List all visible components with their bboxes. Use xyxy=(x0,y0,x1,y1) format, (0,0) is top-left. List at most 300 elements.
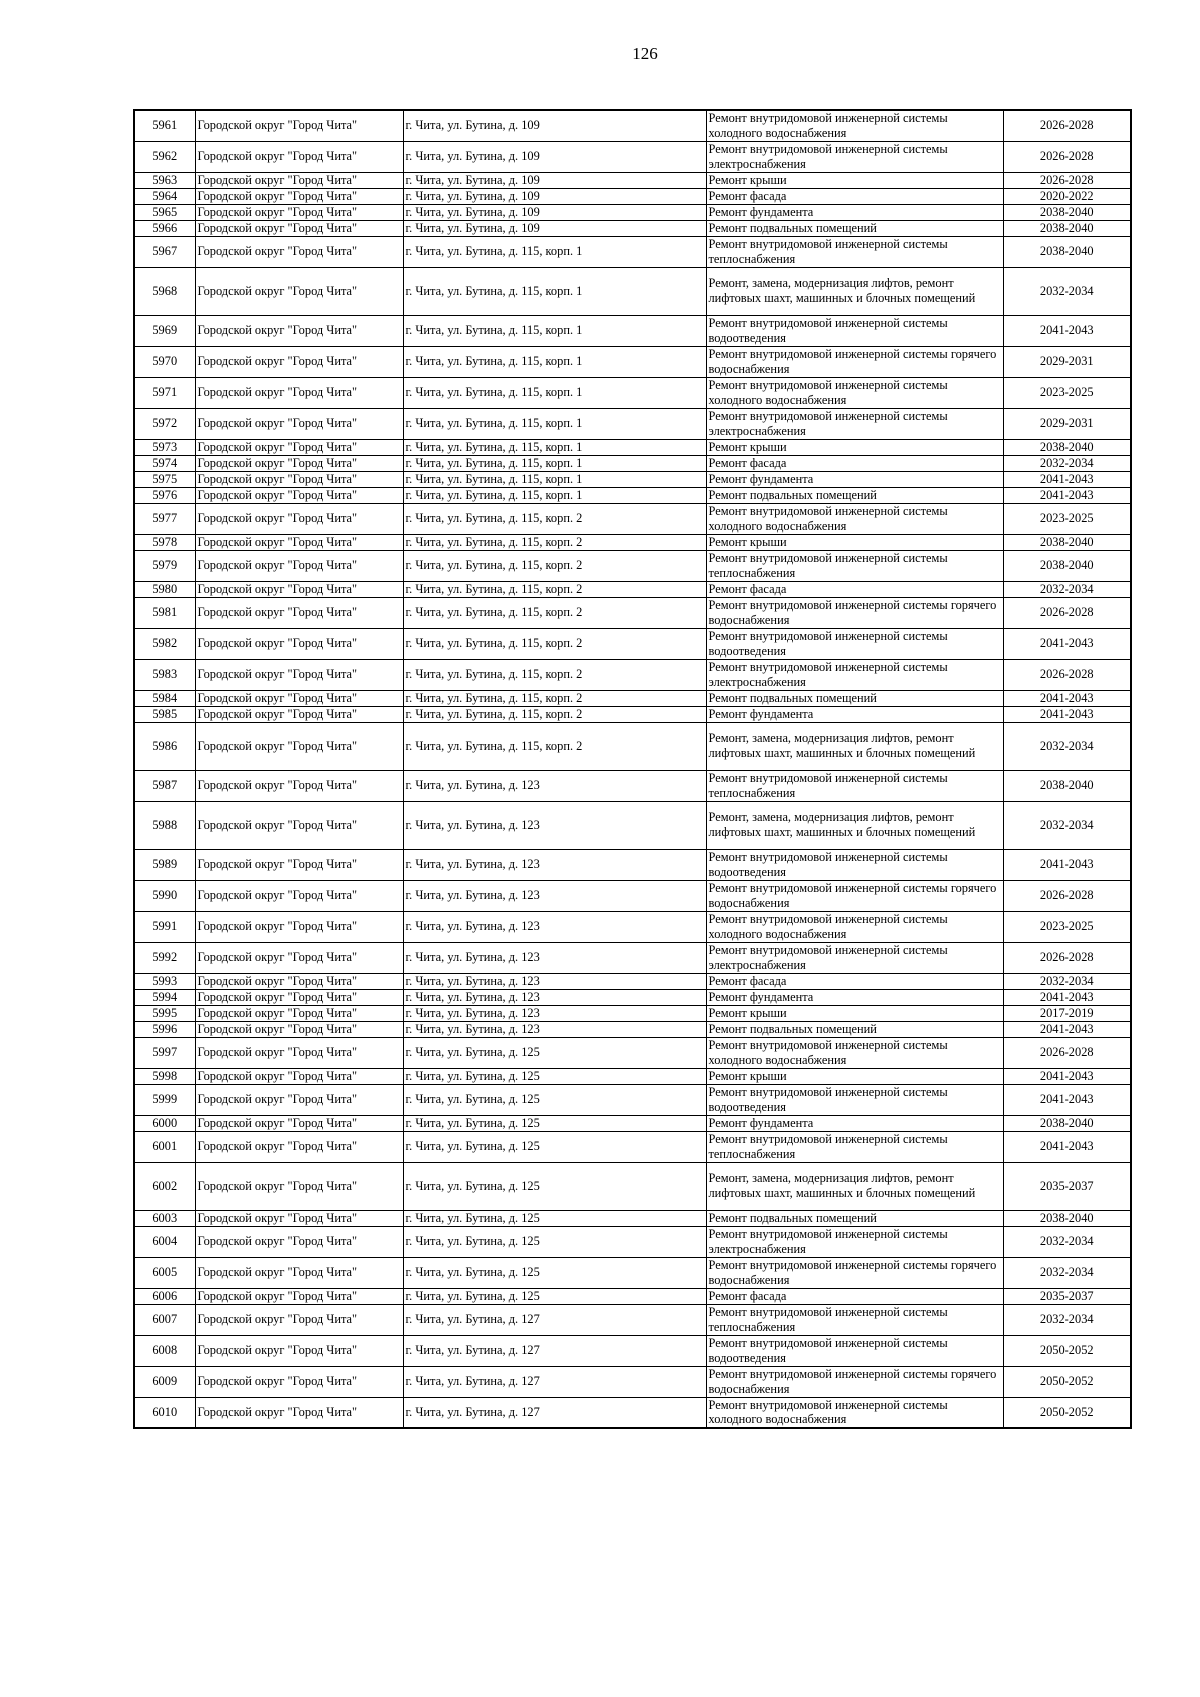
row-number: 5985 xyxy=(134,706,195,722)
address-cell: г. Чита, ул. Бутина, д. 127 xyxy=(403,1366,706,1397)
municipality-cell: Городской округ "Город Чита" xyxy=(195,880,403,911)
row-number: 5997 xyxy=(134,1037,195,1068)
address-cell: г. Чита, ул. Бутина, д. 109 xyxy=(403,110,706,141)
period-cell: 2041-2043 xyxy=(1003,1131,1131,1162)
period-cell: 2041-2043 xyxy=(1003,989,1131,1005)
municipality-cell: Городской округ "Город Чита" xyxy=(195,346,403,377)
row-number: 5977 xyxy=(134,503,195,534)
address-cell: г. Чита, ул. Бутина, д. 115, корп. 2 xyxy=(403,628,706,659)
period-cell: 2023-2025 xyxy=(1003,377,1131,408)
period-cell: 2026-2028 xyxy=(1003,942,1131,973)
municipality-cell: Городской округ "Город Чита" xyxy=(195,1288,403,1304)
table-row xyxy=(134,628,1131,659)
period-cell: 2032-2034 xyxy=(1003,455,1131,471)
row-number: 5964 xyxy=(134,188,195,204)
municipality-cell: Городской округ "Город Чита" xyxy=(195,1068,403,1084)
address-cell: г. Чита, ул. Бутина, д. 115, корп. 2 xyxy=(403,581,706,597)
municipality-cell: Городской округ "Город Чита" xyxy=(195,439,403,455)
work-type-cell: Ремонт фасада xyxy=(706,973,1003,989)
table-row xyxy=(134,346,1131,377)
municipality-cell: Городской округ "Город Чита" xyxy=(195,628,403,659)
period-cell: 2038-2040 xyxy=(1003,220,1131,236)
row-number: 5988 xyxy=(134,801,195,849)
municipality-cell: Городской округ "Город Чита" xyxy=(195,204,403,220)
table-row xyxy=(134,455,1131,471)
municipality-cell: Городской округ "Город Чита" xyxy=(195,1037,403,1068)
table-row xyxy=(134,1335,1131,1366)
municipality-cell: Городской округ "Город Чита" xyxy=(195,503,403,534)
work-type-cell: Ремонт фундамента xyxy=(706,706,1003,722)
row-number: 5993 xyxy=(134,973,195,989)
period-cell: 2041-2043 xyxy=(1003,487,1131,503)
period-cell: 2050-2052 xyxy=(1003,1397,1131,1428)
work-type-cell: Ремонт подвальных помещений xyxy=(706,1210,1003,1226)
work-type-cell: Ремонт внутридомовой инженерной системы водоотведения xyxy=(706,315,1003,346)
table-row xyxy=(134,1115,1131,1131)
address-cell: г. Чита, ул. Бутина, д. 115, корп. 1 xyxy=(403,408,706,439)
table-row xyxy=(134,550,1131,581)
work-type-cell: Ремонт внутридомовой инженерной системы электроснабжения xyxy=(706,1226,1003,1257)
table-row xyxy=(134,722,1131,770)
municipality-cell: Городской округ "Город Чита" xyxy=(195,377,403,408)
municipality-cell: Городской округ "Город Чита" xyxy=(195,1115,403,1131)
municipality-cell: Городской округ "Город Чита" xyxy=(195,1304,403,1335)
municipality-cell: Городской округ "Город Чита" xyxy=(195,220,403,236)
row-number: 6006 xyxy=(134,1288,195,1304)
row-number: 5995 xyxy=(134,1005,195,1021)
address-cell: г. Чита, ул. Бутина, д. 109 xyxy=(403,220,706,236)
period-cell: 2038-2040 xyxy=(1003,550,1131,581)
row-number: 6007 xyxy=(134,1304,195,1335)
work-type-cell: Ремонт внутридомовой инженерной системы водоотведения xyxy=(706,628,1003,659)
period-cell: 2035-2037 xyxy=(1003,1162,1131,1210)
row-number: 5986 xyxy=(134,722,195,770)
period-cell: 2041-2043 xyxy=(1003,1068,1131,1084)
row-number: 5962 xyxy=(134,141,195,172)
row-number: 5966 xyxy=(134,220,195,236)
address-cell: г. Чита, ул. Бутина, д. 125 xyxy=(403,1226,706,1257)
table-row xyxy=(134,942,1131,973)
table-row xyxy=(134,1131,1131,1162)
work-type-cell: Ремонт внутридомовой инженерной системы холодного водоснабжения xyxy=(706,1397,1003,1428)
table-row xyxy=(134,581,1131,597)
municipality-cell: Городской округ "Город Чита" xyxy=(195,188,403,204)
address-cell: г. Чита, ул. Бутина, д. 123 xyxy=(403,989,706,1005)
work-type-cell: Ремонт подвальных помещений xyxy=(706,220,1003,236)
period-cell: 2041-2043 xyxy=(1003,690,1131,706)
row-number: 5996 xyxy=(134,1021,195,1037)
row-number: 5979 xyxy=(134,550,195,581)
municipality-cell: Городской округ "Город Чита" xyxy=(195,597,403,628)
municipality-cell: Городской округ "Город Чита" xyxy=(195,141,403,172)
municipality-cell: Городской округ "Город Чита" xyxy=(195,849,403,880)
address-cell: г. Чита, ул. Бутина, д. 115, корп. 2 xyxy=(403,706,706,722)
table-row xyxy=(134,188,1131,204)
work-type-cell: Ремонт внутридомовой инженерной системы горячего водоснабжения xyxy=(706,880,1003,911)
table-row xyxy=(134,1068,1131,1084)
table-row xyxy=(134,439,1131,455)
address-cell: г. Чита, ул. Бутина, д. 115, корп. 2 xyxy=(403,659,706,690)
period-cell: 2026-2028 xyxy=(1003,110,1131,141)
page-number: 126 xyxy=(632,44,658,63)
row-number: 5965 xyxy=(134,204,195,220)
work-type-cell: Ремонт фундамента xyxy=(706,989,1003,1005)
period-cell: 2035-2037 xyxy=(1003,1288,1131,1304)
address-cell: г. Чита, ул. Бутина, д. 125 xyxy=(403,1210,706,1226)
table-row xyxy=(134,1037,1131,1068)
work-type-cell: Ремонт крыши xyxy=(706,1068,1003,1084)
address-cell: г. Чита, ул. Бутина, д. 123 xyxy=(403,942,706,973)
row-number: 5998 xyxy=(134,1068,195,1084)
address-cell: г. Чита, ул. Бутина, д. 127 xyxy=(403,1335,706,1366)
period-cell: 2038-2040 xyxy=(1003,204,1131,220)
address-cell: г. Чита, ул. Бутина, д. 115, корп. 2 xyxy=(403,534,706,550)
period-cell: 2032-2034 xyxy=(1003,722,1131,770)
address-cell: г. Чита, ул. Бутина, д. 115, корп. 1 xyxy=(403,471,706,487)
address-cell: г. Чита, ул. Бутина, д. 125 xyxy=(403,1037,706,1068)
address-cell: г. Чита, ул. Бутина, д. 109 xyxy=(403,204,706,220)
address-cell: г. Чита, ул. Бутина, д. 125 xyxy=(403,1131,706,1162)
row-number: 6010 xyxy=(134,1397,195,1428)
row-number: 6000 xyxy=(134,1115,195,1131)
municipality-cell: Городской округ "Город Чита" xyxy=(195,315,403,346)
work-type-cell: Ремонт фундамента xyxy=(706,1115,1003,1131)
row-number: 5990 xyxy=(134,880,195,911)
address-cell: г. Чита, ул. Бутина, д. 125 xyxy=(403,1068,706,1084)
address-cell: г. Чита, ул. Бутина, д. 123 xyxy=(403,973,706,989)
table-row xyxy=(134,1005,1131,1021)
table-row xyxy=(134,110,1131,141)
address-cell: г. Чита, ул. Бутина, д. 115, корп. 2 xyxy=(403,722,706,770)
work-type-cell: Ремонт внутридомовой инженерной системы холодного водоснабжения xyxy=(706,110,1003,141)
municipality-cell: Городской округ "Город Чита" xyxy=(195,408,403,439)
work-type-cell: Ремонт внутридомовой инженерной системы холодного водоснабжения xyxy=(706,503,1003,534)
address-cell: г. Чита, ул. Бутина, д. 125 xyxy=(403,1162,706,1210)
table-row xyxy=(134,1162,1131,1210)
period-cell: 2038-2040 xyxy=(1003,1210,1131,1226)
address-cell: г. Чита, ул. Бутина, д. 127 xyxy=(403,1397,706,1428)
work-type-cell: Ремонт фундамента xyxy=(706,471,1003,487)
address-cell: г. Чита, ул. Бутина, д. 123 xyxy=(403,849,706,880)
address-cell: г. Чита, ул. Бутина, д. 115, корп. 1 xyxy=(403,439,706,455)
row-number: 5975 xyxy=(134,471,195,487)
address-cell: г. Чита, ул. Бутина, д. 123 xyxy=(403,801,706,849)
table-row xyxy=(134,690,1131,706)
row-number: 5961 xyxy=(134,110,195,141)
row-number: 5982 xyxy=(134,628,195,659)
work-type-cell: Ремонт подвальных помещений xyxy=(706,1021,1003,1037)
row-number: 5992 xyxy=(134,942,195,973)
period-cell: 2038-2040 xyxy=(1003,236,1131,267)
municipality-cell: Городской округ "Город Чита" xyxy=(195,1021,403,1037)
period-cell: 2026-2028 xyxy=(1003,172,1131,188)
address-cell: г. Чита, ул. Бутина, д. 123 xyxy=(403,770,706,801)
period-cell: 2026-2028 xyxy=(1003,659,1131,690)
work-type-cell: Ремонт внутридомовой инженерной системы горячего водоснабжения xyxy=(706,346,1003,377)
municipality-cell: Городской округ "Город Чита" xyxy=(195,487,403,503)
row-number: 6002 xyxy=(134,1162,195,1210)
municipality-cell: Городской округ "Город Чита" xyxy=(195,1005,403,1021)
address-cell: г. Чита, ул. Бутина, д. 115, корп. 2 xyxy=(403,550,706,581)
address-cell: г. Чита, ул. Бутина, д. 125 xyxy=(403,1115,706,1131)
period-cell: 2050-2052 xyxy=(1003,1366,1131,1397)
municipality-cell: Городской округ "Город Чита" xyxy=(195,471,403,487)
address-cell: г. Чита, ул. Бутина, д. 123 xyxy=(403,911,706,942)
address-cell: г. Чита, ул. Бутина, д. 115, корп. 1 xyxy=(403,236,706,267)
period-cell: 2029-2031 xyxy=(1003,346,1131,377)
municipality-cell: Городской округ "Город Чита" xyxy=(195,690,403,706)
municipality-cell: Городской округ "Город Чита" xyxy=(195,973,403,989)
municipality-cell: Городской округ "Город Чита" xyxy=(195,581,403,597)
municipality-cell: Городской округ "Город Чита" xyxy=(195,722,403,770)
period-cell: 2041-2043 xyxy=(1003,706,1131,722)
row-number: 6004 xyxy=(134,1226,195,1257)
municipality-cell: Городской округ "Город Чита" xyxy=(195,534,403,550)
row-number: 5971 xyxy=(134,377,195,408)
work-type-cell: Ремонт подвальных помещений xyxy=(706,487,1003,503)
work-type-cell: Ремонт внутридомовой инженерной системы горячего водоснабжения xyxy=(706,1257,1003,1288)
work-type-cell: Ремонт внутридомовой инженерной системы теплоснабжения xyxy=(706,1304,1003,1335)
table-row xyxy=(134,849,1131,880)
table-row xyxy=(134,534,1131,550)
municipality-cell: Городской округ "Город Чита" xyxy=(195,942,403,973)
work-type-cell: Ремонт, замена, модернизация лифтов, ремонт лифтовых шахт, машинных и блочных помещений xyxy=(706,267,1003,315)
period-cell: 2038-2040 xyxy=(1003,770,1131,801)
work-type-cell: Ремонт внутридомовой инженерной системы водоотведения xyxy=(706,1335,1003,1366)
row-number: 6005 xyxy=(134,1257,195,1288)
row-number: 5963 xyxy=(134,172,195,188)
address-cell: г. Чита, ул. Бутина, д. 115, корп. 1 xyxy=(403,487,706,503)
municipality-cell: Городской округ "Город Чита" xyxy=(195,1084,403,1115)
work-type-cell: Ремонт внутридомовой инженерной системы теплоснабжения xyxy=(706,770,1003,801)
row-number: 5970 xyxy=(134,346,195,377)
period-cell: 2023-2025 xyxy=(1003,911,1131,942)
work-type-cell: Ремонт внутридомовой инженерной системы теплоснабжения xyxy=(706,236,1003,267)
work-type-cell: Ремонт внутридомовой инженерной системы теплоснабжения xyxy=(706,550,1003,581)
table-row xyxy=(134,597,1131,628)
row-number: 5976 xyxy=(134,487,195,503)
address-cell: г. Чита, ул. Бутина, д. 125 xyxy=(403,1288,706,1304)
row-number: 5978 xyxy=(134,534,195,550)
period-cell: 2032-2034 xyxy=(1003,581,1131,597)
address-cell: г. Чита, ул. Бутина, д. 115, корп. 2 xyxy=(403,690,706,706)
period-cell: 2032-2034 xyxy=(1003,973,1131,989)
period-cell: 2032-2034 xyxy=(1003,267,1131,315)
work-type-cell: Ремонт крыши xyxy=(706,172,1003,188)
period-cell: 2041-2043 xyxy=(1003,315,1131,346)
row-number: 5974 xyxy=(134,455,195,471)
work-type-cell: Ремонт крыши xyxy=(706,439,1003,455)
address-cell: г. Чита, ул. Бутина, д. 115, корп. 1 xyxy=(403,377,706,408)
table-row xyxy=(134,973,1131,989)
period-cell: 2038-2040 xyxy=(1003,1115,1131,1131)
period-cell: 2041-2043 xyxy=(1003,1084,1131,1115)
municipality-cell: Городской округ "Город Чита" xyxy=(195,1335,403,1366)
work-type-cell: Ремонт крыши xyxy=(706,1005,1003,1021)
repair-schedule-table xyxy=(133,109,1132,1429)
row-number: 6001 xyxy=(134,1131,195,1162)
period-cell: 2020-2022 xyxy=(1003,188,1131,204)
table-row xyxy=(134,204,1131,220)
work-type-cell: Ремонт внутридомовой инженерной системы электроснабжения xyxy=(706,942,1003,973)
table-row xyxy=(134,911,1131,942)
address-cell: г. Чита, ул. Бутина, д. 115, корп. 2 xyxy=(403,597,706,628)
municipality-cell: Городской округ "Город Чита" xyxy=(195,989,403,1005)
work-type-cell: Ремонт внутридомовой инженерной системы электроснабжения xyxy=(706,408,1003,439)
address-cell: г. Чита, ул. Бутина, д. 125 xyxy=(403,1084,706,1115)
table-row xyxy=(134,770,1131,801)
table-row xyxy=(134,1257,1131,1288)
municipality-cell: Городской округ "Город Чита" xyxy=(195,172,403,188)
table-row xyxy=(134,1226,1131,1257)
table-row xyxy=(134,989,1131,1005)
municipality-cell: Городской округ "Город Чита" xyxy=(195,550,403,581)
address-cell: г. Чита, ул. Бутина, д. 109 xyxy=(403,188,706,204)
work-type-cell: Ремонт фасада xyxy=(706,188,1003,204)
work-type-cell: Ремонт, замена, модернизация лифтов, ремонт лифтовых шахт, машинных и блочных помещений xyxy=(706,1162,1003,1210)
work-type-cell: Ремонт подвальных помещений xyxy=(706,690,1003,706)
row-number: 5989 xyxy=(134,849,195,880)
municipality-cell: Городской округ "Город Чита" xyxy=(195,1162,403,1210)
work-type-cell: Ремонт внутридомовой инженерной системы холодного водоснабжения xyxy=(706,377,1003,408)
work-type-cell: Ремонт внутридомовой инженерной системы холодного водоснабжения xyxy=(706,1037,1003,1068)
municipality-cell: Городской округ "Город Чита" xyxy=(195,706,403,722)
work-type-cell: Ремонт крыши xyxy=(706,534,1003,550)
table-row xyxy=(134,267,1131,315)
table-row xyxy=(134,1288,1131,1304)
table-row xyxy=(134,706,1131,722)
work-type-cell: Ремонт фундамента xyxy=(706,204,1003,220)
table-row xyxy=(134,236,1131,267)
row-number: 5981 xyxy=(134,597,195,628)
row-number: 6008 xyxy=(134,1335,195,1366)
address-cell: г. Чита, ул. Бутина, д. 127 xyxy=(403,1304,706,1335)
table-row xyxy=(134,503,1131,534)
work-type-cell: Ремонт, замена, модернизация лифтов, ремонт лифтовых шахт, машинных и блочных помещений xyxy=(706,801,1003,849)
period-cell: 2023-2025 xyxy=(1003,503,1131,534)
row-number: 5987 xyxy=(134,770,195,801)
municipality-cell: Городской округ "Город Чита" xyxy=(195,770,403,801)
table-body xyxy=(134,110,1131,1428)
row-number: 5999 xyxy=(134,1084,195,1115)
table-row xyxy=(134,1304,1131,1335)
table-row xyxy=(134,487,1131,503)
row-number: 6003 xyxy=(134,1210,195,1226)
table-row xyxy=(134,659,1131,690)
table-row xyxy=(134,1210,1131,1226)
table-row xyxy=(134,1084,1131,1115)
municipality-cell: Городской округ "Город Чита" xyxy=(195,911,403,942)
work-type-cell: Ремонт внутридомовой инженерной системы горячего водоснабжения xyxy=(706,597,1003,628)
period-cell: 2026-2028 xyxy=(1003,880,1131,911)
table-row xyxy=(134,1366,1131,1397)
municipality-cell: Городской округ "Город Чита" xyxy=(195,455,403,471)
period-cell: 2050-2052 xyxy=(1003,1335,1131,1366)
period-cell: 2038-2040 xyxy=(1003,439,1131,455)
address-cell: г. Чита, ул. Бутина, д. 115, корп. 1 xyxy=(403,346,706,377)
table-row xyxy=(134,1021,1131,1037)
address-cell: г. Чита, ул. Бутина, д. 115, корп. 1 xyxy=(403,455,706,471)
municipality-cell: Городской округ "Город Чита" xyxy=(195,1226,403,1257)
work-type-cell: Ремонт внутридомовой инженерной системы электроснабжения xyxy=(706,659,1003,690)
table-row xyxy=(134,880,1131,911)
work-type-cell: Ремонт внутридомовой инженерной системы теплоснабжения xyxy=(706,1131,1003,1162)
period-cell: 2032-2034 xyxy=(1003,1257,1131,1288)
address-cell: г. Чита, ул. Бутина, д. 125 xyxy=(403,1257,706,1288)
period-cell: 2038-2040 xyxy=(1003,534,1131,550)
period-cell: 2026-2028 xyxy=(1003,141,1131,172)
row-number: 5980 xyxy=(134,581,195,597)
address-cell: г. Чита, ул. Бутина, д. 123 xyxy=(403,880,706,911)
row-number: 6009 xyxy=(134,1366,195,1397)
table-row xyxy=(134,471,1131,487)
municipality-cell: Городской округ "Город Чита" xyxy=(195,1257,403,1288)
period-cell: 2041-2043 xyxy=(1003,849,1131,880)
row-number: 5994 xyxy=(134,989,195,1005)
municipality-cell: Городской округ "Город Чита" xyxy=(195,1397,403,1428)
work-type-cell: Ремонт фасада xyxy=(706,1288,1003,1304)
period-cell: 2041-2043 xyxy=(1003,1021,1131,1037)
municipality-cell: Городской округ "Город Чита" xyxy=(195,1366,403,1397)
address-cell: г. Чита, ул. Бутина, д. 109 xyxy=(403,172,706,188)
period-cell: 2029-2031 xyxy=(1003,408,1131,439)
municipality-cell: Городской округ "Город Чита" xyxy=(195,110,403,141)
table-row xyxy=(134,141,1131,172)
row-number: 5983 xyxy=(134,659,195,690)
municipality-cell: Городской округ "Город Чита" xyxy=(195,801,403,849)
row-number: 5969 xyxy=(134,315,195,346)
municipality-cell: Городской округ "Город Чита" xyxy=(195,236,403,267)
period-cell: 2017-2019 xyxy=(1003,1005,1131,1021)
period-cell: 2032-2034 xyxy=(1003,1226,1131,1257)
row-number: 5968 xyxy=(134,267,195,315)
municipality-cell: Городской округ "Город Чита" xyxy=(195,1210,403,1226)
municipality-cell: Городской округ "Город Чита" xyxy=(195,267,403,315)
address-cell: г. Чита, ул. Бутина, д. 123 xyxy=(403,1021,706,1037)
address-cell: г. Чита, ул. Бутина, д. 115, корп. 1 xyxy=(403,315,706,346)
row-number: 5972 xyxy=(134,408,195,439)
work-type-cell: Ремонт, замена, модернизация лифтов, ремонт лифтовых шахт, машинных и блочных помещений xyxy=(706,722,1003,770)
table-row xyxy=(134,801,1131,849)
work-type-cell: Ремонт внутридомовой инженерной системы электроснабжения xyxy=(706,141,1003,172)
work-type-cell: Ремонт внутридомовой инженерной системы горячего водоснабжения xyxy=(706,1366,1003,1397)
address-cell: г. Чита, ул. Бутина, д. 123 xyxy=(403,1005,706,1021)
municipality-cell: Городской округ "Город Чита" xyxy=(195,659,403,690)
period-cell: 2032-2034 xyxy=(1003,801,1131,849)
work-type-cell: Ремонт внутридомовой инженерной системы холодного водоснабжения xyxy=(706,911,1003,942)
work-type-cell: Ремонт внутридомовой инженерной системы водоотведения xyxy=(706,849,1003,880)
work-type-cell: Ремонт фасада xyxy=(706,455,1003,471)
address-cell: г. Чита, ул. Бутина, д. 115, корп. 2 xyxy=(403,503,706,534)
table-row xyxy=(134,220,1131,236)
row-number: 5967 xyxy=(134,236,195,267)
period-cell: 2041-2043 xyxy=(1003,628,1131,659)
row-number: 5991 xyxy=(134,911,195,942)
table-row xyxy=(134,315,1131,346)
address-cell: г. Чита, ул. Бутина, д. 115, корп. 1 xyxy=(403,267,706,315)
municipality-cell: Городской округ "Город Чита" xyxy=(195,1131,403,1162)
work-type-cell: Ремонт внутридомовой инженерной системы водоотведения xyxy=(706,1084,1003,1115)
period-cell: 2032-2034 xyxy=(1003,1304,1131,1335)
row-number: 5984 xyxy=(134,690,195,706)
table-row xyxy=(134,377,1131,408)
period-cell: 2026-2028 xyxy=(1003,1037,1131,1068)
period-cell: 2041-2043 xyxy=(1003,471,1131,487)
table-row xyxy=(134,408,1131,439)
address-cell: г. Чита, ул. Бутина, д. 109 xyxy=(403,141,706,172)
period-cell: 2026-2028 xyxy=(1003,597,1131,628)
work-type-cell: Ремонт фасада xyxy=(706,581,1003,597)
